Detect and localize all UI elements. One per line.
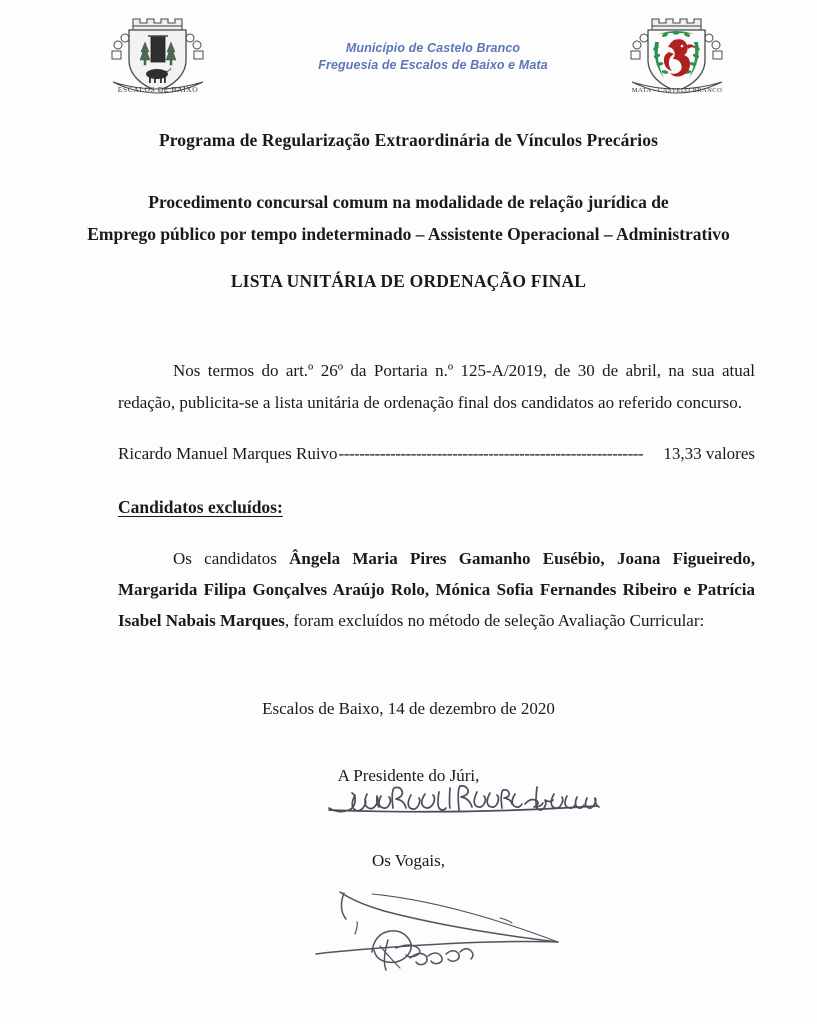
crest-left-scroll-text <box>103 104 104 105</box>
excluded-heading: Candidatos excluídos: <box>118 497 283 517</box>
procedure-title-line1: Procedimento concursal comum na modalidade de relação jurídica de <box>148 192 669 212</box>
president-signature-name <box>325 826 326 827</box>
vogal-signature-description <box>300 978 301 979</box>
mata-castelo-branco-coat-of-arms-icon <box>622 12 732 104</box>
list-title: LISTA UNITÁRIA DE ORDENAÇÃO FINAL <box>230 271 587 291</box>
excluded-names: Ângela Maria Pires Gamanho Eusébio, Joana Figueiredo, Margarida Filipa Gonçalves Araújo Rolo, Mónica Sofia Fernandes Ribeiro e Patrícia Isabel Nabais Marques <box>118 549 755 630</box>
candidate-name: Ricardo Manuel Marques Ruivo <box>118 444 338 463</box>
excluded-outro: , foram excluídos no método de seleção Avaliação Curricular: <box>284 611 705 630</box>
svg-text:ESCALOS DE BAIXO: ESCALOS DE BAIXO <box>117 85 199 94</box>
president-signature <box>325 782 610 826</box>
svg-text:MATA - CASTELO BRANCO: MATA - CASTELO BRANCO <box>631 87 723 94</box>
leader-dots: ----------------------------------------------------------- <box>338 444 644 463</box>
candidate-score: 13,33 valores <box>663 444 755 463</box>
place-and-date: Escalos de Baixo, 14 de dezembro de 2020 <box>262 699 555 718</box>
excluded-intro: Os candidatos <box>173 549 290 568</box>
parish-name: Freguesia de Escalos de Baixo e Mata <box>318 58 548 72</box>
president-label: A Presidente do Júri, <box>337 766 480 785</box>
procedure-title <box>60 186 757 250</box>
vogais-label: Os Vogais, <box>371 851 446 870</box>
municipality-name: Município de Castelo Branco <box>345 41 521 55</box>
letterhead-text <box>268 40 598 74</box>
vogal-signature <box>300 866 600 978</box>
program-title: Programa de Regularização Extraordinária de Vínculos Precários <box>158 130 659 150</box>
procedure-title-line2: Emprego público por tempo indeterminado – Assistente Operacional – Administrativo <box>87 224 730 244</box>
crest-right-scroll-text <box>622 104 623 105</box>
excluded-paragraph <box>118 543 755 636</box>
escalos-de-baixo-coat-of-arms-icon <box>103 12 213 104</box>
ranking-entry <box>118 442 755 466</box>
intro-paragraph: Nos termos do art.º 26º da Portaria n.º 125-A/2019, de 30 de abril, na sua atual redação, publicita-se a lista unitária de ordenação final dos candidatos ao referido concurso. <box>118 361 755 412</box>
letterhead <box>0 8 817 108</box>
